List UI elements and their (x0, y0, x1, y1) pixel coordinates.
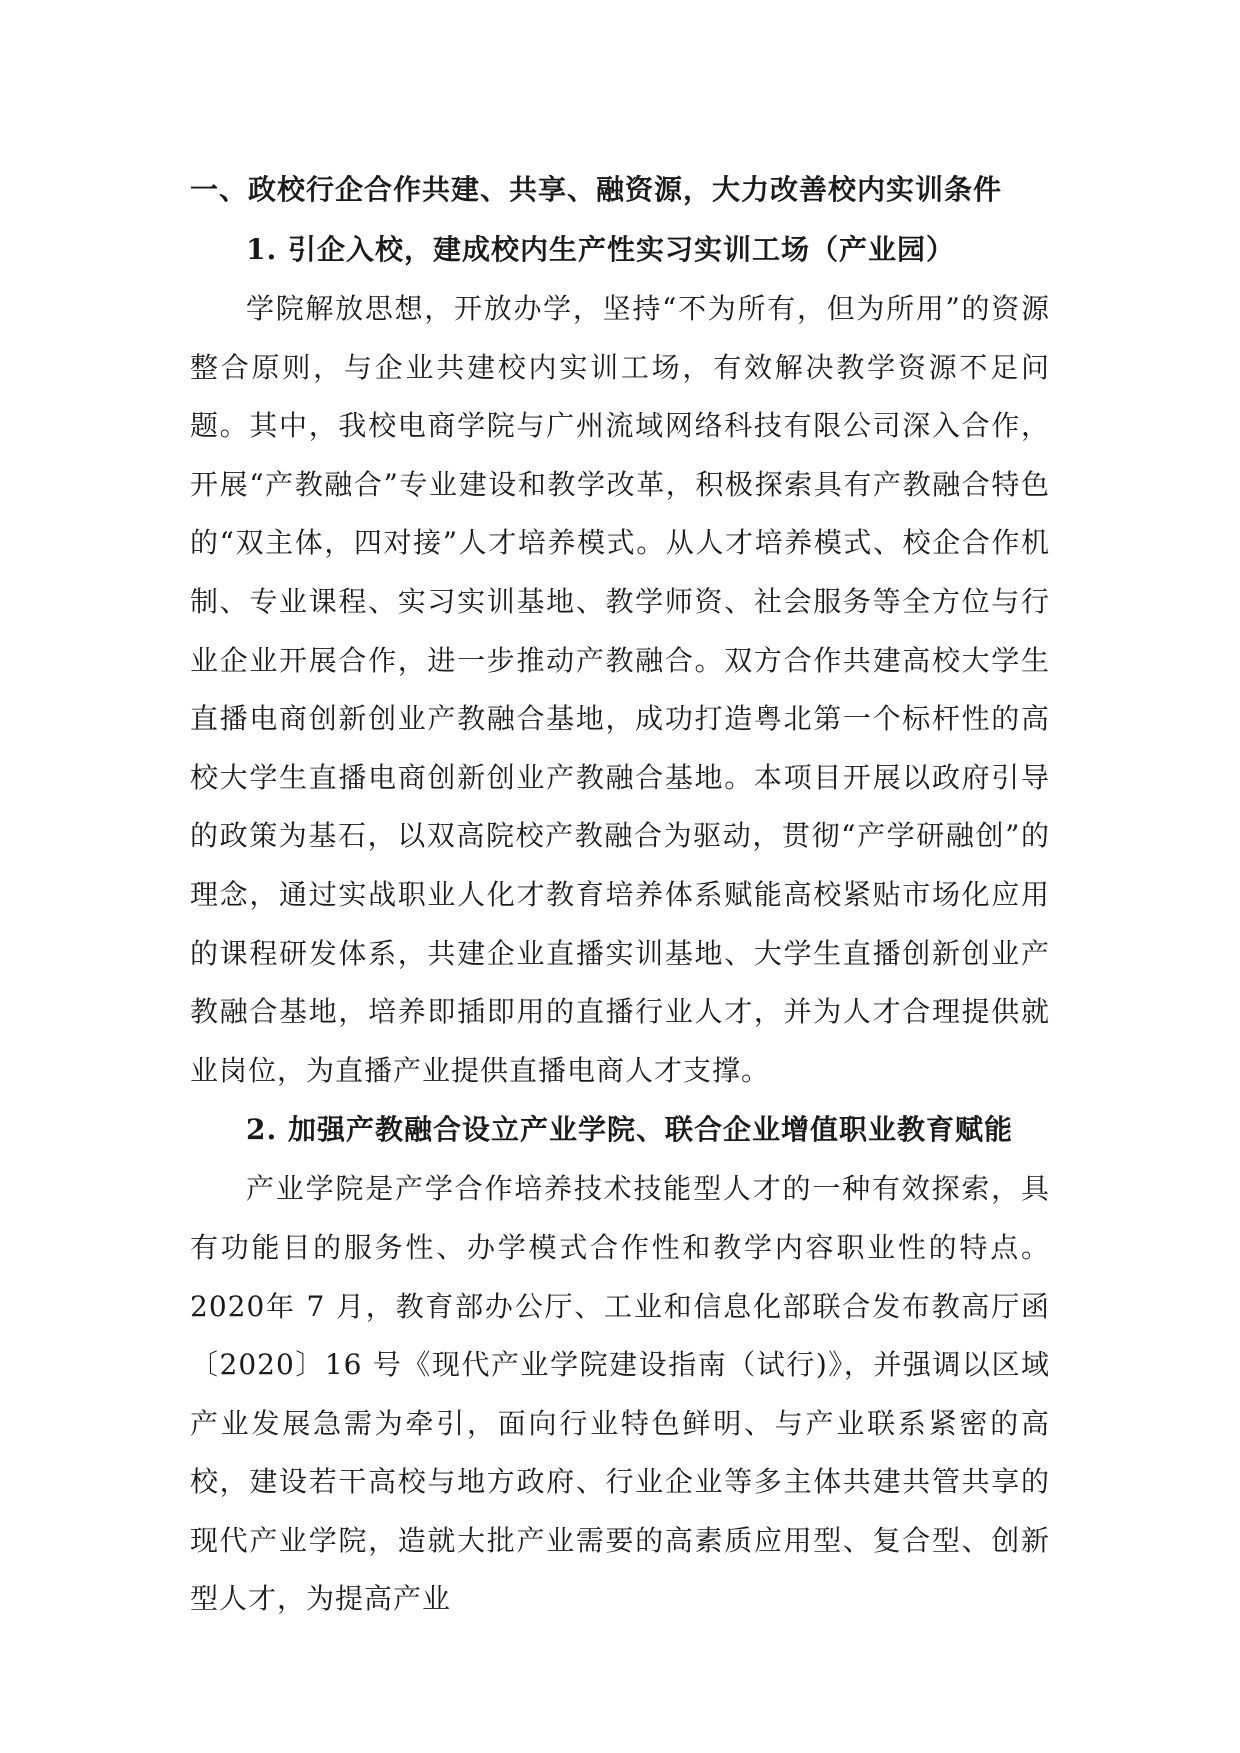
subsection-heading-2: 2. 加强产教融合设立产业学院、联合企业增值职业教育赋能 (246, 1113, 1013, 1147)
section-heading: 一、政校行企合作共建、共享、融资源，大力改善校内实训条件 (190, 173, 1003, 206)
subsection-heading-1: 1. 引企入校，建成校内生产性实习实训工场（产业园） (246, 233, 955, 266)
subsection-paragraph-2: 产业学院是产学合作培养技术技能型人才的一种有效探索，具有功能目的服务性、办学模式合作性和教学内容职业性的特点。2020年 7 月，教育部办公厅、工业和信息化部联合发布教高厅函〔2020〕16 号《现代产业学院建设指南（试行)》，并强调以区域产业发展急需为牵引，面向行业特色鲜明、与产业联系紧密的高校，建设若干高校与地方政府、行业企业等多主体共建共管共享的现代产业学院，造就大批产业需要的高素质应用型、复合型、创新型人才，为提高产业 (190, 1172, 1050, 1616)
subsection-paragraph-1: 学院解放思想，开放办学，坚持“不为所有，但为所用”的资源整合原则，与企业共建校内实训工场，有效解决教学资源不足问题。其中，我校电商学院与广州流域网络科技有限公司深入合作，开展“产教融合”专业建设和教学改革，积极探索具有产教融合特色的“双主体，四对接”人才培养模式。从人才培养模式、校企合作机制、专业课程、实习实训基地、教学师资、社会服务等全方位与行业企业开展合作，进一步推动产教融合。双方合作共建高校大学生直播电商创新创业产教融合基地，成功打造粤北第一个标杆性的高校大学生直播电商创新创业产教融合基地。本项目开展以政府引导的政策为基石，以双高院校产教融合为驱动，贯彻“产学研融创”的理念，通过实战职业人化才教育培养体系赋能高校紧贴市场化应用的课程研发体系，共建企业直播实训基地、大学生直播创新创业产教融合基地，培养即插即用的直播行业人才，并为人才合理提供就业岗位，为直播产业提供直播电商人才支撑。 (190, 292, 1050, 1087)
document-page (190, 160, 1050, 1629)
